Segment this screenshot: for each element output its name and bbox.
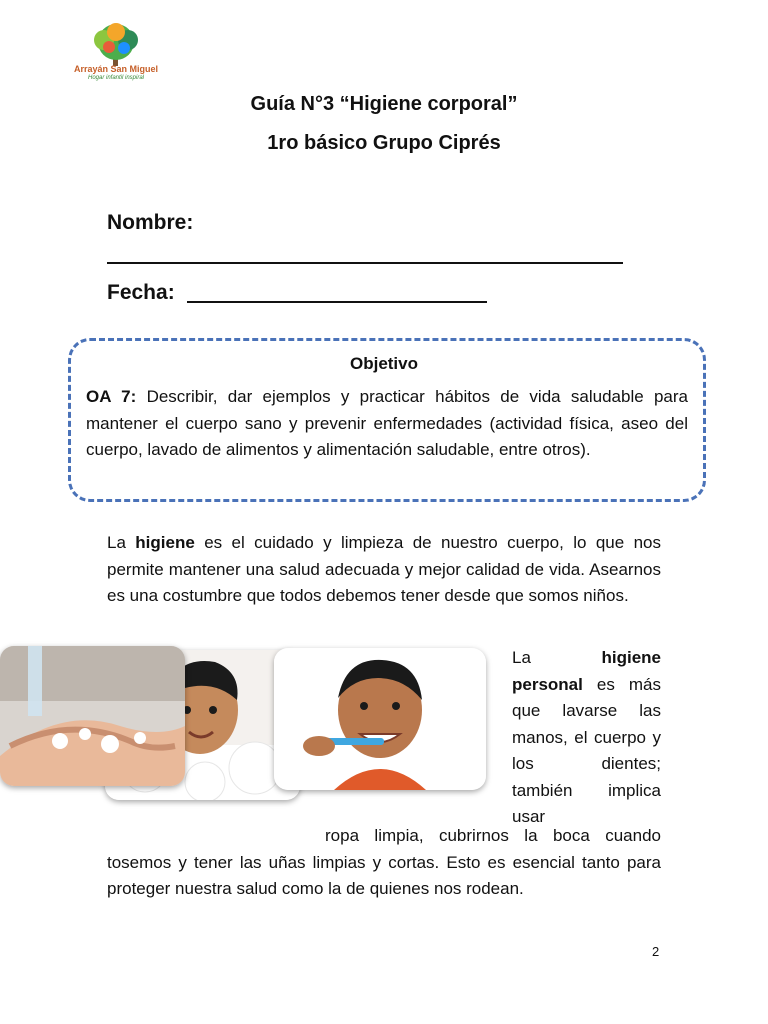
intro-paragraph — [107, 530, 661, 610]
date-field-line[interactable] — [187, 301, 487, 303]
personal-hygiene-paragraph — [512, 645, 661, 831]
intro-text-a: La — [107, 533, 136, 552]
objective-description: Describir, dar ejemplos y practicar hábitos de vida saludable para mantener el cuerpo sano y prevenir enfermedades (actividad física, aseo del cuerpo, lavado de alimentos y alimentación saludable, entre otros). — [86, 387, 688, 459]
handwashing-photo — [0, 646, 185, 786]
logo-tagline: Hogar infantil inspiral — [87, 75, 145, 81]
continuation-paragraph: ropa limpia, cubrirnos la boca cuando tosemos y tener las uñas limpias y cortas. Esto es esencial tanto para proteger nuestra salud como la de quienes nos rodean. — [107, 826, 661, 898]
page-title: Guía N°3 “Higiene corporal” — [250, 93, 518, 115]
page-number: 2 — [652, 944, 660, 959]
intro-text-b: es el cuidado y limpieza de nuestro cuerpo, lo que nos permite mantener una salud adecuada y mejor calidad de vida. Asearnos es una costumbre que todos debemos tener desde que somos niños. — [107, 533, 661, 605]
intro-keyword: higiene — [135, 533, 195, 552]
name-field-line[interactable] — [107, 262, 623, 264]
name-label: Nombre: — [107, 211, 194, 234]
personal-text-b: es más que lavarse las manos, el cuerpo y los dientes; también implica usar — [512, 674, 661, 826]
page-subtitle: 1ro básico Grupo Ciprés — [267, 132, 501, 154]
personal-text-a: La — [512, 648, 602, 667]
toothbrushing-photo — [274, 648, 486, 790]
objective-code: OA 7: — [86, 387, 137, 406]
personal-keyword: higiene personal — [512, 648, 661, 694]
objective-text — [86, 384, 688, 464]
logo-name: Arrayán San Miguel — [73, 64, 159, 74]
objective-heading: Objetivo — [349, 354, 418, 373]
date-label: Fecha: — [107, 281, 175, 304]
